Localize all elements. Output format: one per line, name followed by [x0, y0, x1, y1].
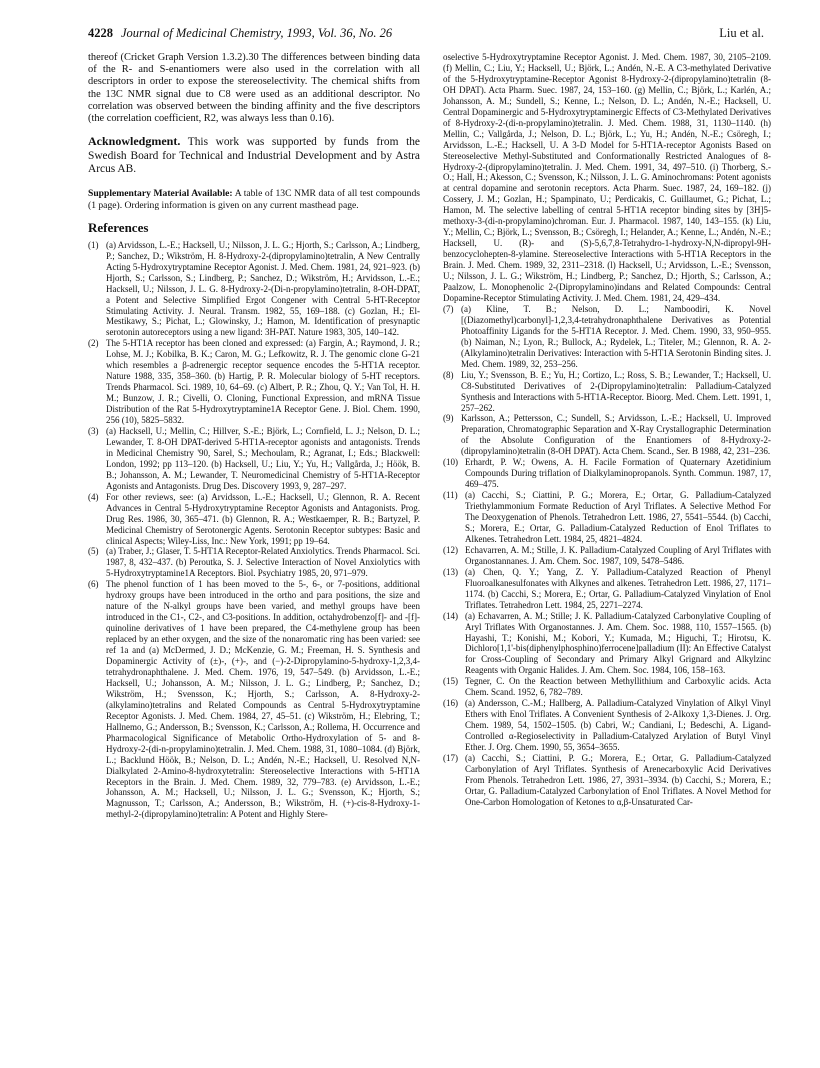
reference-item: [443, 413, 771, 457]
reference-item: [443, 611, 771, 677]
reference-continuation: oselective 5-Hydroxytryptamine Receptor Agonist. J. Med. Chem. 1987, 30, 2105–2109. (f) Mellin, C.; Liu, Y.; Hacksell, U.; Björk, L.; Andén, N.-E. A C3-methylated Derivative of the 5-Hydroxytryptamine-Receptor Agonist 8-Hydroxy-2-(dipropylamino)tetralin (8-OH DPAT). Acta Pharm. Suec. 1987, 24, 153–160. (g) Mellin, C.; Björk, L.; Karlén, A.; Johansson, A. M.; Sundell, S.; Kenne, L.; Nelson, D. L.; Andén, N.-E.; Hacksell, U. Central Dopaminergic and 5-Hydroxytryptaminergic Effects of C3-Methylated Derivatives of 8-Hydroxy-2-(di-n-propylamino)tetralin. J. Med. Chem. 1988, 31, 1130–1140. (h) Mellin, C.; Vallgårda, J.; Nelson, D. L.; Björk, L.; Yu, H.; Andén, N.-E.; Csöregh, I.; Arvidsson, L.-E.; Hacksell, U. A 3-D Model for 5-HT1A-receptor Agonists Based on Stereoselective Methyl-Substituted and Conformationally Restricted Analogues of 8-Hydroxy-2-(dipropylamino)tetralin. J. Med. Chem. 1991, 34, 497–510. (i) Thorberg, S.-O.; Hall, H.; Akesson, C.; Svensson, K.; Nilsson, J. L. G. Aminochromans: Potent agonists at central dopamine and serotonin receptors. Acta Pharm. Suec. 1987, 24, 169–182. (j) Cossery, J. M.; Gozlan, H.; Spampinato, U.; Perdicakis, C. Guillaumet, G.; Pichat, L.; Hamon, M. The selective labelling of central 5-HT1A receptor binding sites by [3H]5-methoxy-3-(di-n-propylamino)chroman. Eur. J. Pharmacol. 1987, 140, 143–155. (k) Liu, Y.; Mellin, C.; Björk, L.; Svensson, B.; Csöregh, I.; Helander, A.; Kenne, L.; Andén, N.-E.; Hacksell, U. (R)- and (S)-5,6,7,8-Tetrahydro-1-hydroxy-N,N-dipropyl-9H-benzocyclohepten-8-ylamine. Stereoselective Interactions with 5-HT1A Receptors in the Brain. J. Med. Chem. 1989, 32, 2311–2318. (l) Hacksell, U.; Arvidsson, L.-E.; Svensson, U.; Nilsson, J. L. G.; Wikström, H.; Lindberg, P.; Sanchez, D.; Hjorth, S.; Carlsson, A.; Paalzow, L. Monophenolic 2-(Dipropylamino)indans and Related Compounds: Central Dopamine-Receptor Stimulating Activity. J. Med. Chem. 1981, 24, 429–434.: [443, 52, 771, 303]
reference-item: [88, 338, 420, 426]
reference-number: (3): [88, 426, 99, 436]
reference-number: (12): [443, 544, 458, 555]
reference-text: Erhardt, P. W.; Owens, A. H. Facile Formation of Quaternary Azetidinium Compounds During triflation of Dialkylaminopropanols. Synth. Commun. 1987, 17, 469–475.: [465, 457, 771, 490]
header-left: [88, 26, 392, 41]
reference-text: (a) Kline, T. B.; Nelson, D. L.; Namboodiri, K. Novel [(Diazomethyl)carbonyl]-1,2,3,4-tetrahydronaphthalene Derivatives as Potential Photoaffinity Ligands for the 5-HT1A Receptor. J. Med. Chem. 1990, 33, 950–955. (b) Naiman, N.; Lyon, R.; Bullock, A.; Rydelek, L.; Titeler, M.; Glennon, R. A. 2-(Alkylamino)tetralin Derivatives: Interaction with 5-HT1A Serotonin Binding sites. J. Med. Chem. 1989, 32, 253–256.: [461, 303, 771, 369]
reference-number: (7): [443, 303, 454, 314]
reference-text: (a) Echavarren, A. M.; Stille; J. K. Palladium-Catalyzed Carbonylative Coupling of Aryl Triflates With Organostannes. J. Am. Chem. Soc. 1988, 110, 1557–1565. (b) Hayashi, T.; Konishi, M.; Kobori, Y.; Kumada, M.; Higuchi, T.; Hirotsu, K. Dichloro[1,1'-bis(diphenylphosphino)ferrocene]palladium (II): An Effective Catalyst for Cross-Coupling of Secondary and Primary Alkyl Grignard and Alkylzinc Reagents with Organic Halides. J. Am. Chem. Soc. 1984, 106, 158–163.: [465, 610, 771, 676]
reference-text: Echavarren, A. M.; Stille, J. K. Palladium-Catalyzed Coupling of Aryl Triflates with Organostannanes. J. Am. Chem. Soc. 1987, 109, 5478–5486.: [465, 544, 771, 566]
reference-text: (a) Cacchi, S.; Ciattini, P. G.; Morera, E.; Ortar, G. Palladium-Catalyzed Carbonylation of Aryl Triflates. Synthesis of Arenecarboxylic Acid Derivatives From Phenols. Tetrahedron Lett. 1986, 27, 3931–3934. (b) Cacchi, S.; Morera, E.; Ortar, G. Palladium-Catalyzed Carbonylation of Enol Triflates. A Novel Method for One-Carbon Homologation of Ketones to α,β-Unsaturated Car-: [465, 753, 771, 807]
references-list-right: [443, 304, 771, 808]
page-number: 4228: [88, 26, 113, 40]
reference-number: (4): [88, 491, 99, 502]
reference-text: For other reviews, see: (a) Arvidsson, L.-E.; Hacksell, U.; Glennon, R. A. Recent Advances in Central 5-Hydroxytryptamine Receptor Agonists and Antagonists. Prog. Drug Res. 1986, 30, 365–471. (b) Glennon, R. A.; Westkaemper, R. B.; Bartyzel, P. Medicinal Chemistry of Serotonergic Agents. Serotonin Receptor subtypes: Basic and clinical Aspects; Wiley-Liss, Inc.: New York, 1991; pp 19–64.: [106, 491, 420, 546]
reference-item: [88, 546, 420, 579]
right-column: [443, 52, 771, 1062]
reference-number: (15): [443, 676, 458, 687]
reference-text: The 5-HT1A receptor has been cloned and expressed: (a) Fargin, A.; Raymond, J. R.; Lohse, M. J.; Kobilka, B. K.; Caron, M. G.; Lefkowitz, R. J. The genomic clone G-21 which resembles a β-adrenergic receptor sequence encodes the 5-HT1A receptor. Nature 1988, 335, 358–360. (b) Hartig, P. R. Molecular biology of 5-HT receptors. Trends Pharmacol. Sci. 1989, 10, 64–69. (c) Albert, P. R.; Zhou, Q. Y.; Van Tol, H. H. M.; Bunzow, J. R.; Civelli, O. Cloning, Functional Expression, and mRNA Tissue Distribution of the Rat 5-Hydroxytryptamine1A Receptor Gene. J. Biol. Chem. 1990, 256 (10), 5825–5832.: [106, 338, 420, 426]
reference-number: (13): [443, 566, 458, 577]
reference-item: [88, 579, 420, 820]
reference-number: (10): [443, 457, 458, 468]
reference-number: (11): [443, 490, 458, 501]
reference-text: The phenol function of 1 has been moved to the 5-, 6-, or 7-positions, additional hydroxy groups have been introduced in the ortho and para positions, the size and nature of the N-alkyl groups have been varied, and methyl groups have been introduced in the C1-, C2-, and C3-positions. In addition, octahydrobenzo[f]- and -[f]-quinoline derivatives of 1 have been prepared, the C4-methylene group has been replaced by an ether oxygen, and the size of the nonaromatic ring has been varied: see ref 1a and (a) McDermed, J. D.; McKenzie, G. M.; Freeman, H. S. Synthesis and Dopaminergic Activity of (±)-, (+)-, and (−)-2-Dipropylamino-5-hydroxy-1,2,3,4-tetrahydronaphthalene. J. Med. Chem. 1976, 19, 547–549. (b) Arvidsson, L.-E.; Hacksell, U.; Johansson, A. M.; Nilsson, J. L. G.; Lindberg, P.; Sanchez, D.; Wikström, H.; Svensson, K.; Hjorth, S.; Carlsson, A. 8-Hydroxy-2-(alkylamino)tetralins and Related Compounds as Central 5-Hydroxytryptamine Receptor Agonists. J. Med. Chem. 1984, 27, 45–51. (c) Wikström, H.; Elebring, T.; Hallnemo, G.; Andersson, B.; Svensson, K.; Carlsson, A.; Rollema, H. Occurrence and Pharmacological Significance of Metabolic Ortho-Hydroxylation of 5- and 8-Hydroxy-2-(di-n-propylamino)tetralin. J. Med. Chem. 1988, 31, 1080–1084. (d) Björk, L.; Backlund Höök, B.; Nelson, D. L.; Andén, N.-E.; Hacksell, U. Resolved N,N-Dialkylated 2-Amino-8-hydroxytetralin: Stereoselective Interactions with 5-HT1A Receptors in the Brain. J. Med. Chem. 1989, 32, 779–783. (e) Arvidsson, L.-E.; Johansson, A. M.; Hacksell, U.; Nilsson, J. L. G.; Svensson, K.; Hjorth, S.; Magnusson, T.; Carlsson, A.; Andersson, B.; Wikström, H. (+)-cis-8-Hydroxy-1-methyl-2-(dipropylamino)tetralin: A Potent and Highly Stere-: [106, 579, 420, 820]
reference-number: (9): [443, 413, 454, 424]
reference-number: (16): [443, 698, 458, 709]
reference-number: (1): [88, 239, 99, 250]
reference-item: [443, 567, 771, 611]
reference-number: (14): [443, 610, 458, 621]
acknowledgment-title: Acknowledgment.: [88, 134, 181, 149]
reference-text: (a) Cacchi, S.; Ciattini, P. G.; Morera, E.; Ortar, G. Palladium-Catalyzed Triethylammonium Formate Reduction of Aryl Triflates. A Selective Method For The Deoxygenation of Phenols. Tetrahedron Lett. 1986, 27, 5541–5544. (b) Cacchi, S.; Morera, E.; Ortar, G. Palladium-Catalyzed Reduction of Enol Triflates to Alkenes. Tetrahedron Lett. 1984, 25, 4821–4824.: [465, 490, 771, 544]
reference-number: (2): [88, 338, 99, 349]
reference-text: Tegner, C. On the Reaction between Methyllithium and Carboxylic acids. Acta Chem. Scand. 1952, 6, 782–789.: [465, 676, 771, 698]
journal-citation: Journal of Medicinal Chemistry, 1993, Vol. 36, No. 26: [121, 26, 393, 40]
references-list-left: [88, 240, 420, 821]
reference-item: [443, 457, 771, 490]
reference-item: [88, 426, 420, 492]
acknowledgment-text: This work was supported by funds from the Swedish Board for Technical and Industrial Development and by Astra Arcus AB.: [88, 136, 420, 176]
reference-item: [88, 240, 420, 339]
supplementary-material: [88, 188, 420, 210]
reference-number: (17): [443, 753, 458, 763]
reference-item: [443, 490, 771, 545]
reference-item: [443, 370, 771, 414]
left-column: [88, 52, 420, 1062]
reference-text: (a) Arvidsson, L.-E.; Hacksell, U.; Nilsson, J. L. G.; Hjorth, S.; Carlsson, A.; Lindberg, P.; Sanchez, D.; Wikström, H. 8-Hydroxy-2-(dipropylamino)tetralin, A New Centrally Acting 5-Hydroxytryptamine Receptor Agonist. J. Med. Chem. 1981, 24, 921–923. (b) Hjorth, S.; Carlsson, S.; Lindberg, P.; Sanchez, D.; Wikström, H.; Arvidsson, L.-E.; Hacksell, U.; Nilsson, J. L. G. 8-Hydroxy-2-(Di-n-propylamino)tetralin, 8-OH-DPAT, a Potent and Selective Simplified Ergot Congener with Central 5-HT-Receptor Stimulating Activity. J. Neural. Transm. 1982, 55, 169–188. (c) Gozlan, H.; El-Mestikawy, S.; Pichat, L.; Glowinsky, J.; Hamon, M. Identification of presynaptic serotonin autoreceptors using a new ligand: 3H-PAT. Nature 1983, 305, 140–142.: [106, 239, 420, 338]
reference-number: (5): [88, 546, 99, 557]
reference-item: [88, 492, 420, 547]
reference-item: [443, 676, 771, 698]
acknowledgment: [88, 135, 420, 176]
reference-number: (6): [88, 579, 99, 590]
reference-text: (a) Hacksell, U.; Mellin, C.; Hillver, S.-E.; Björk, L.; Cornfield, L. J.; Nelson, D. L.; Lewander, T. 8-OH DPAT-derived 5-HT1A-receptor agonists and antagonists. Trends in Medicinal Chemistry '90, Sarel, S.; Mechoulam, R.; Agranat, I.; Eds.; Blackwell: London, 1992; pp 113–120. (b) Hacksell, U.; Liu, Y.; Yu, H.; Vallgårda, J.; Höök, B. B.; Johansson, A. M.; Lewander, T. Neuromedicinal Chemistry of 5-HT1A-Receptor Agonists and Antagonists. Drug Des. Discovery 1993, 9, 287–297.: [106, 426, 420, 491]
reference-text: Liu, Y.; Svensson, B. E.; Yu, H.; Cortizo, L.; Ross, S. B.; Lewander, T.; Hacksell, U. C8-Substituted Derivatives of 2-(Dipropylamino)tetralin: Palladium-Catalyzed Synthesis and Interactions with 5-HT1A-Receptor. Bioorg. Med. Chem. Lett. 1991, 1, 257–262.: [461, 369, 771, 413]
reference-item: [443, 545, 771, 567]
running-header: [88, 26, 764, 44]
reference-item: [443, 698, 771, 753]
references-heading: References: [88, 219, 149, 235]
reference-text: (a) Traber, J.; Glaser, T. 5-HT1A Receptor-Related Anxiolytics. Trends Pharmacol. Sci. 1987, 8, 432–437. (b) Peroutka, S. J. Selective Interaction of Novel Anxiolytics with 5-Hydroxytryptamine1A Receptors. Biol. Psychiatry 1985, 20, 971–979.: [106, 546, 420, 579]
reference-number: (8): [443, 369, 454, 380]
supplementary-title: Supplementary Material Available:: [88, 188, 233, 200]
reference-text: (a) Andersson, C.-M.; Hallberg, A. Palladium-Catalyzed Vinylation of Alkyl Vinyl Ethers with Enol Triflates. A Convenient Synthesis of 2-Alkoxy 1,3-Dienes. J. Org. Chem. 1989, 54, 1502–1505. (b) Cabri, W.; Candiani, I.; Bedeschi, A. Ligand-Controlled α-Regioselectivity in Palladium-Catalyzed Arylation of Butyl Vinyl Ether. J. Org. Chem. 1990, 55, 3654–3655.: [465, 698, 771, 753]
header-authors: Liu et al.: [719, 26, 764, 40]
reference-item: [443, 304, 771, 370]
reference-text: (a) Chen, Q. Y.; Yang, Z. Y. Palladium-Catalyzed Reaction of Phenyl Fluoroalkanesulfonates with Alkynes and alkenes. Tetrahedron Lett. 1986, 27, 1171–1174. (b) Cacchi, S.; Morera, E.; Ortar, G. Palladium-Catalyzed Vinylation of Enol Triflates. Tetrahedron Lett. 1984, 25, 2271–2274.: [465, 566, 771, 610]
supplementary-text: A table of 13C NMR data of all test compounds (1 page). Ordering information is given on any current masthead page.: [88, 188, 420, 211]
body-paragraph: thereof (Cricket Graph Version 1.3.2).30 The differences between binding data of the R- and S-enantiomers were also used in the correlation with all descriptors in order to expose the stereoselectivity. The chemical shifts from the 13C NMR signal due to C8 were used as an additional descriptor. No correlation was observed between the binding affinity and the five descriptors (the correlation coefficient, R2, was always less than 0.16).: [88, 52, 420, 125]
reference-item: [443, 753, 771, 808]
reference-text: Karlsson, A.; Pettersson, C.; Sundell, S.; Arvidsson, L.-E.; Hacksell, U. Improved Preparation, Chromatographic Separation and X-Ray Crystallographic Determination of the Absolute Configuration of the Enantiomers of 8-Hydroxy-2-(dipropylamino)tetralin (8-OH DPAT). Acta Chem. Scand., Ser. B 1988, 42, 231–236.: [461, 413, 771, 457]
